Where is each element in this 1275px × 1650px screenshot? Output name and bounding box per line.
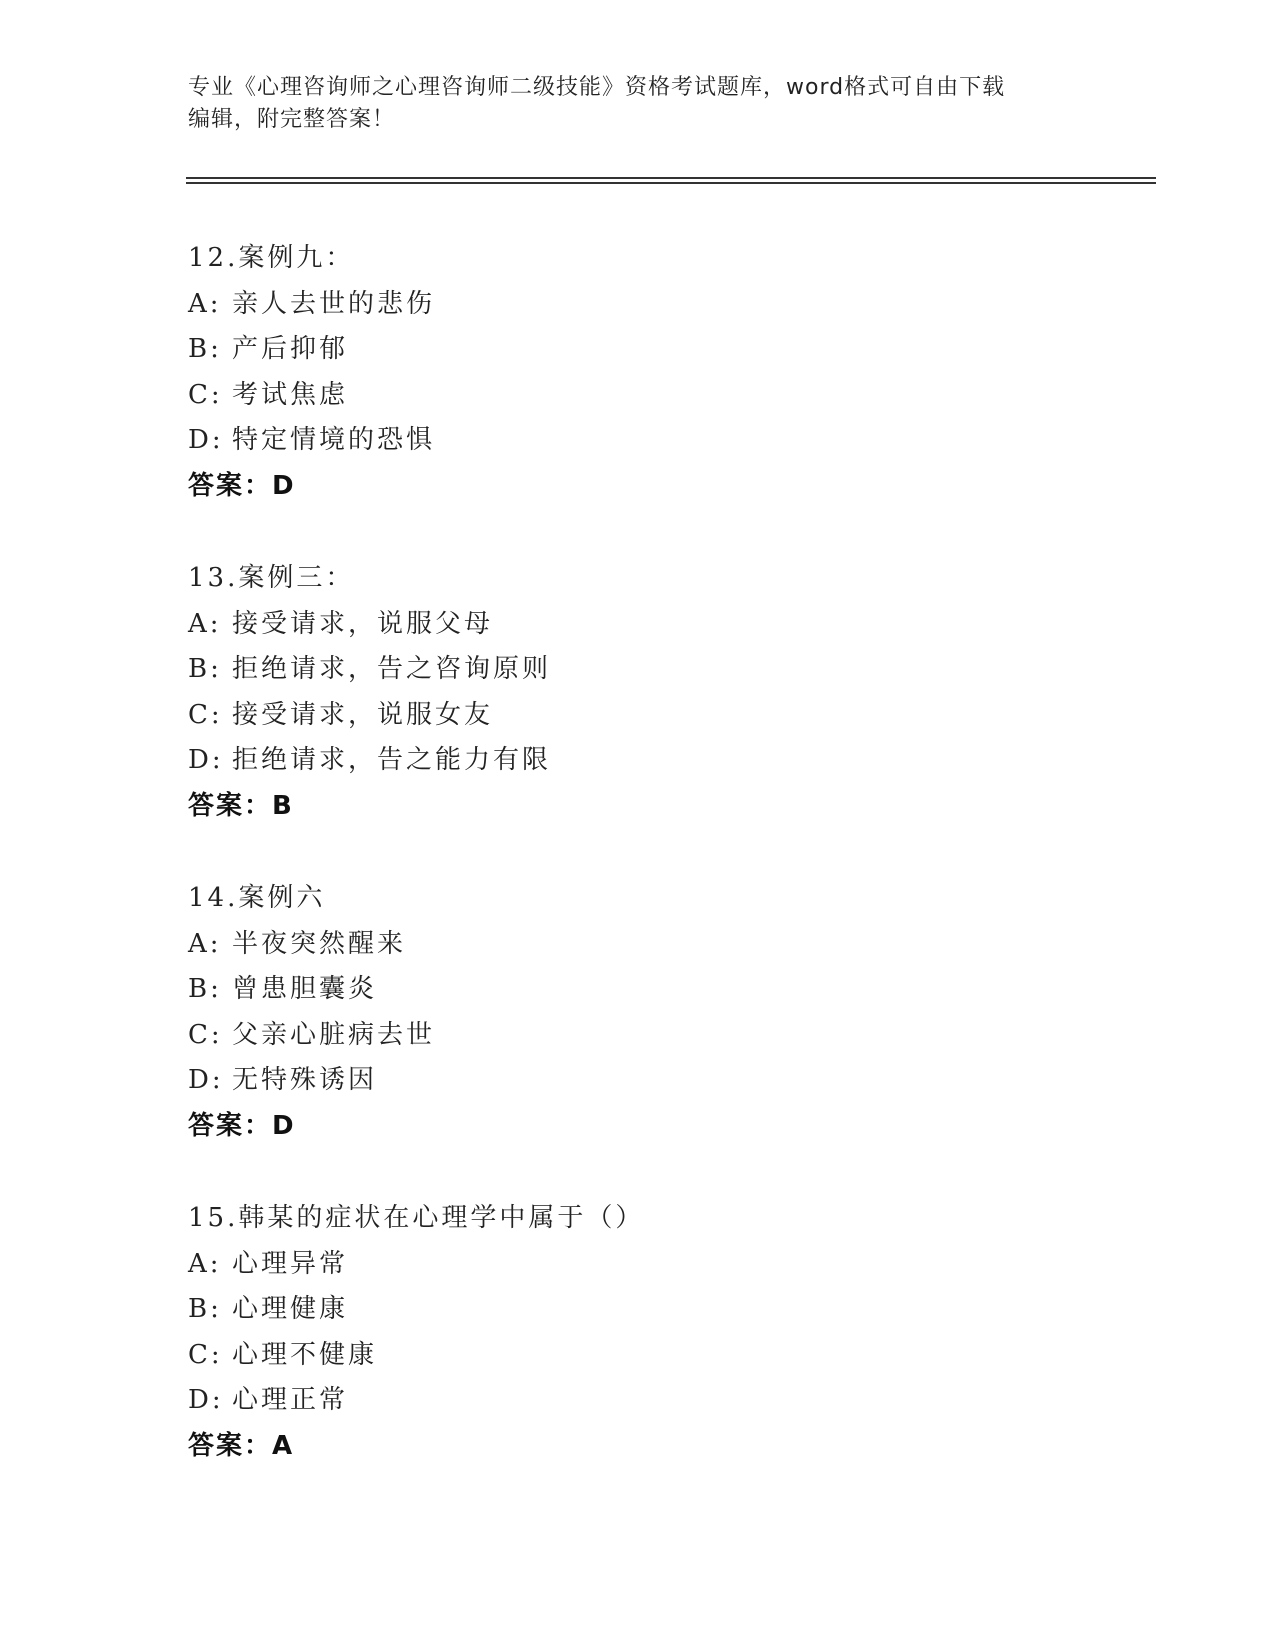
option-text: 亲人去世的悲伤 — [232, 288, 436, 319]
option-c — [188, 693, 1088, 739]
answer: 答案：D — [188, 470, 296, 501]
answer: 答案：A — [188, 1430, 295, 1461]
option-letter: A: — [188, 608, 222, 639]
option-b — [188, 327, 1088, 373]
option-a — [188, 922, 1088, 968]
option-text: 特定情境的恐惧 — [232, 425, 436, 455]
option-a — [188, 602, 1088, 648]
header-line-1: 专业《心理咨询师之心理咨询师二级技能》资格考试题库，word格式可自由下载 — [188, 75, 1006, 100]
question-list — [188, 236, 1088, 1516]
option-text: 曾患胆囊炎 — [232, 974, 378, 1004]
question-title: 13.案例三： — [188, 563, 355, 593]
option-text: 接受请求，说服父母 — [232, 608, 494, 639]
option-a — [188, 282, 1088, 328]
option-letter: C: — [188, 699, 223, 730]
question-title: 14.案例六 — [188, 883, 326, 913]
header-divider-top — [186, 177, 1156, 179]
question-12 — [188, 236, 1088, 509]
option-b — [188, 1287, 1088, 1333]
answer: 答案：D — [188, 1110, 296, 1141]
option-text: 心理正常 — [232, 1385, 349, 1415]
header-divider-bottom — [186, 182, 1156, 184]
option-letter: A: — [188, 928, 222, 959]
option-letter: B: — [188, 974, 222, 1004]
option-d — [188, 1058, 1088, 1104]
question-14 — [188, 876, 1088, 1149]
option-letter: D: — [188, 1385, 224, 1415]
header-line-2: 编辑，附完整答案！ — [188, 107, 396, 132]
option-d — [188, 418, 1088, 464]
option-text: 无特殊诱因 — [232, 1065, 378, 1095]
option-letter: D: — [188, 745, 224, 775]
option-letter: B: — [188, 654, 222, 684]
option-b — [188, 967, 1088, 1013]
option-text: 产后抑郁 — [232, 334, 349, 364]
option-b — [188, 647, 1088, 693]
option-a — [188, 1242, 1088, 1288]
document-header — [188, 72, 1088, 136]
answer: 答案：B — [188, 790, 294, 821]
option-text: 心理不健康 — [232, 1339, 378, 1370]
option-letter: D: — [188, 1065, 224, 1095]
question-title: 15.韩某的症状在心理学中属于（） — [188, 1203, 645, 1233]
question-15 — [188, 1196, 1088, 1469]
option-c — [188, 1013, 1088, 1059]
option-text: 拒绝请求，告之咨询原则 — [232, 654, 552, 684]
option-d — [188, 738, 1088, 784]
option-text: 接受请求，说服女友 — [232, 699, 494, 730]
option-letter: C: — [188, 379, 223, 410]
option-c — [188, 1333, 1088, 1379]
option-letter: C: — [188, 1019, 223, 1050]
option-letter: B: — [188, 334, 222, 364]
option-letter: D: — [188, 425, 224, 455]
option-letter: A: — [188, 288, 222, 319]
question-title: 12.案例九： — [188, 243, 355, 273]
option-d — [188, 1378, 1088, 1424]
option-text: 半夜突然醒来 — [232, 928, 407, 959]
question-13 — [188, 556, 1088, 829]
option-text: 心理健康 — [232, 1294, 349, 1324]
option-text: 父亲心脏病去世 — [232, 1019, 436, 1050]
option-letter: C: — [188, 1339, 223, 1370]
option-letter: A: — [188, 1248, 222, 1279]
option-text: 拒绝请求，告之能力有限 — [232, 745, 552, 775]
option-c — [188, 373, 1088, 419]
option-text: 心理异常 — [232, 1248, 349, 1279]
option-letter: B: — [188, 1294, 222, 1324]
option-text: 考试焦虑 — [232, 379, 349, 410]
